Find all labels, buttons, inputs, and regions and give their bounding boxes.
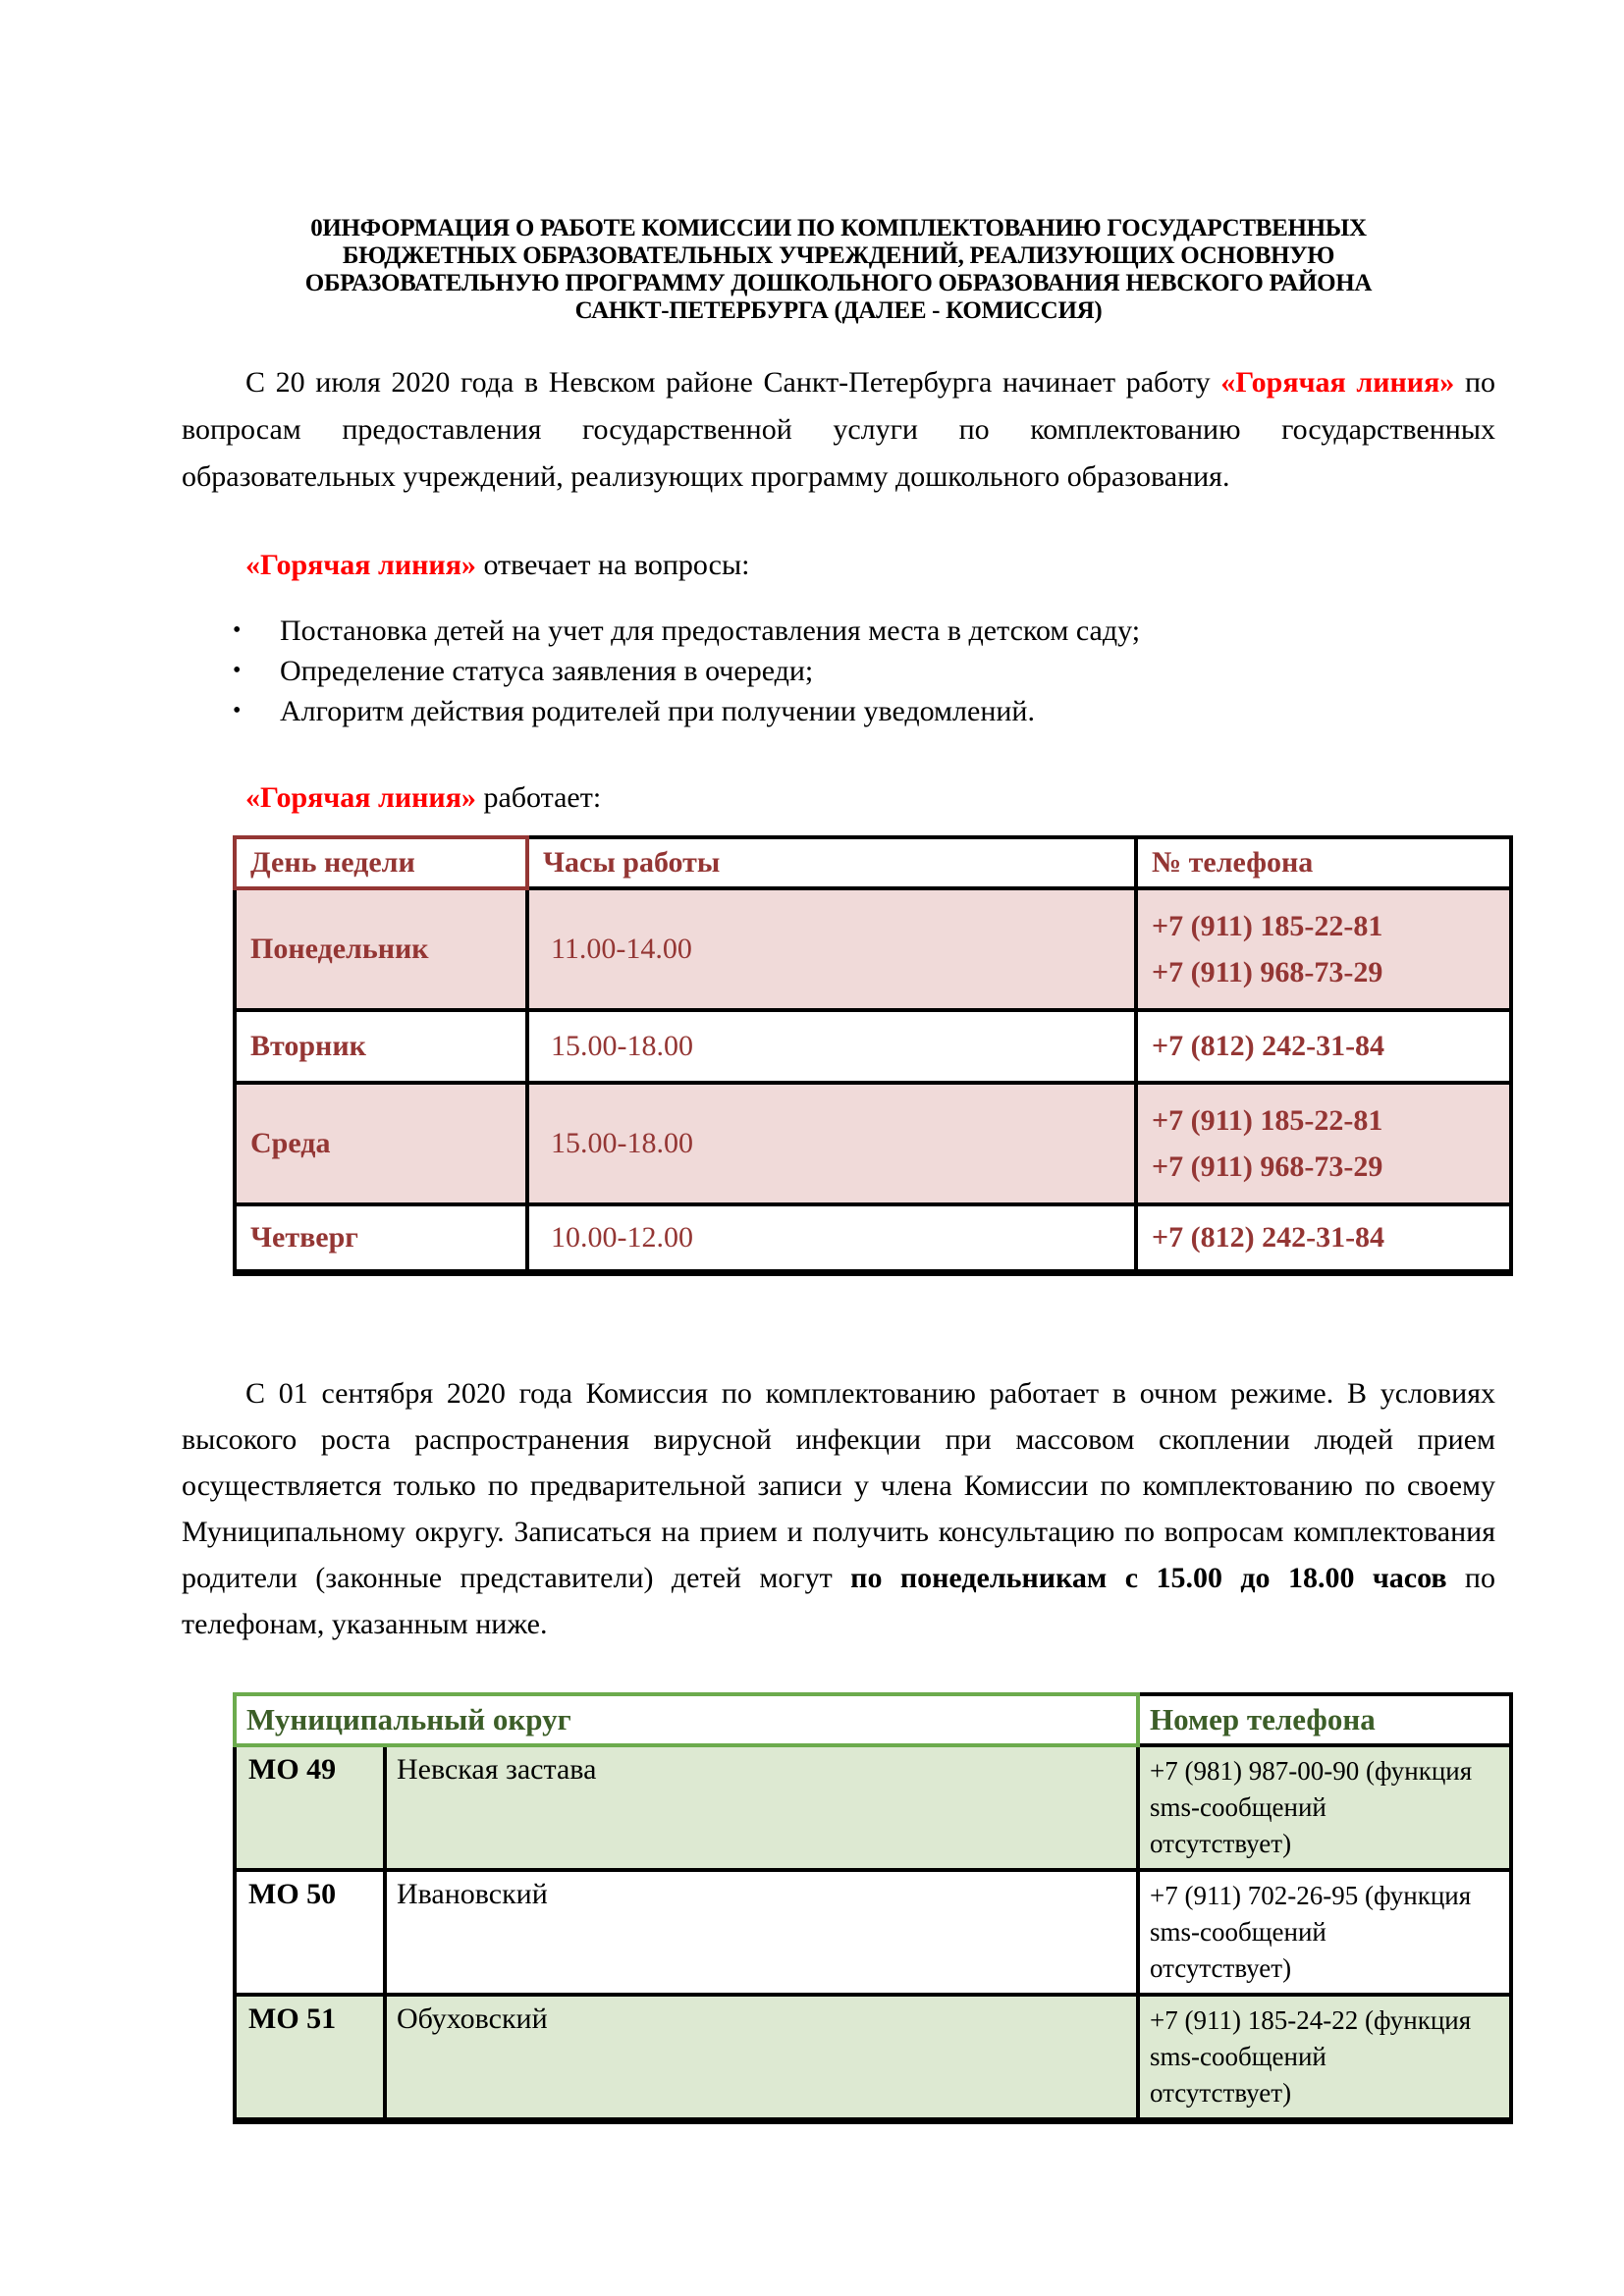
bullet-icon: • (233, 658, 242, 683)
phone-cell (1136, 1083, 1511, 1204)
district-code-cell: МО 49 (235, 1745, 385, 1870)
phone-cell (1138, 1745, 1511, 1870)
table-header-row (235, 837, 1511, 888)
hotline-topics-list (182, 611, 1495, 731)
phone-number: +7 (911) 185-22-81 (1152, 1103, 1383, 1137)
appointment-text-after: по телефонам, указанным ниже. (182, 1562, 1495, 1640)
list-item (182, 651, 1495, 691)
phone-cell (1136, 1010, 1511, 1083)
phone-text-line: +7 (911) 185-24-22 (функция (1150, 2005, 1472, 2035)
phone-cell (1138, 1995, 1511, 2121)
title-line-3: ОБРАЗОВАТЕЛЬНУЮ ПРОГРАММУ ДОШКОЛЬНОГО ОБРАЗОВАНИЯ НЕВСКОГО РАЙОНА (304, 270, 1373, 296)
appointment-paragraph (182, 1370, 1495, 1647)
table-row-tuesday (235, 1010, 1511, 1083)
column-header-phone: Номер телефона (1138, 1694, 1511, 1745)
hours-cell: 11.00-14.00 (527, 888, 1136, 1010)
title-line-1: 0ИНФОРМАЦИЯ О РАБОТЕ КОМИССИИ ПО КОМПЛЕКТОВАНИЮ ГОСУДАРСТВЕННЫХ (310, 215, 1367, 241)
hotline-highlight: «Горячая линия» (245, 781, 476, 814)
phone-text-line: sms-сообщений (1150, 1917, 1326, 1947)
page-title (182, 215, 1495, 325)
list-item (182, 691, 1495, 731)
phone-cell (1138, 1870, 1511, 1995)
phone-text-line: отсутствует) (1150, 1953, 1292, 1983)
table-header-row (235, 1694, 1511, 1745)
list-item-text: Алгоритм действия родителей при получении уведомлений. (280, 695, 1035, 727)
hotline-schedule-heading (182, 778, 1495, 818)
phone-text-line: отсутствует) (1150, 2078, 1292, 2108)
hotline-schedule-table (233, 835, 1513, 1276)
phone-text-line: sms-сообщений (1150, 2042, 1326, 2071)
phone-cell (1136, 888, 1511, 1010)
hotline-highlight: «Горячая линия» (1220, 366, 1455, 399)
phone-number: +7 (911) 185-22-81 (1152, 909, 1383, 942)
hotline-questions-rest: отвечает на вопросы: (475, 549, 750, 581)
appointment-text-before: С 01 сентября 2020 года Комиссия по комплектованию работает в очном режиме. В условиях высокого роста распространения вирусной инфекции при массовом скоплении людей прием осуществляется только по предварительной записи у члена Комиссии по комплектованию по своему Муниципальному округу. Записаться на прием и получить консультацию по вопросам комплектования родители (законные представители) детей могут (182, 1377, 1495, 1594)
phone-text-line: +7 (911) 702-26-95 (функция (1150, 1881, 1472, 1910)
day-cell: Среда (235, 1083, 527, 1204)
title-line-2: БЮДЖЕТНЫХ ОБРАЗОВАТЕЛЬНЫХ УЧРЕЖДЕНИЙ, РЕАЛИЗУЮЩИХ ОСНОВНУЮ (342, 242, 1335, 269)
column-header-district: Муниципальный округ (235, 1694, 1138, 1745)
hours-cell: 15.00-18.00 (527, 1010, 1136, 1083)
table-row-mo49 (235, 1745, 1511, 1870)
column-header-phone: № телефона (1136, 837, 1511, 888)
column-header-day: День недели (235, 837, 527, 888)
hotline-highlight: «Горячая линия» (245, 549, 476, 581)
hotline-questions-heading (182, 546, 1495, 585)
intro-text-after: по вопросам предоставления государственной услуги по комплектованию государственных образовательных учреждений, реализующих программу дошкольного образования. (182, 366, 1496, 493)
phone-number: +7 (812) 242-31-84 (1152, 1030, 1385, 1062)
district-name-cell: Ивановский (385, 1870, 1138, 1995)
hotline-schedule-rest: работает: (475, 781, 602, 814)
table-row-mo51 (235, 1995, 1511, 2121)
district-name-cell: Невская застава (385, 1745, 1138, 1870)
appointment-bold-hours: по понедельникам с 15.00 до 18.00 часов (850, 1562, 1447, 1594)
phone-number: +7 (911) 968-73-29 (1152, 955, 1383, 988)
column-header-hours: Часы работы (527, 837, 1136, 888)
municipal-districts-table (233, 1692, 1513, 2124)
list-item (182, 611, 1495, 651)
phone-text-line: +7 (981) 987-00-90 (функция (1150, 1756, 1473, 1786)
district-name-cell: Обуховский (385, 1995, 1138, 2121)
table-row-monday (235, 888, 1511, 1010)
phone-number: +7 (812) 242-31-84 (1152, 1221, 1385, 1254)
intro-text-before: С 20 июля 2020 года в Невском районе Санкт-Петербурга начинает работу (245, 366, 1221, 399)
phone-text-line: sms-сообщений (1150, 1792, 1326, 1822)
list-item-text: Постановка детей на учет для предоставления места в детском саду; (280, 614, 1141, 647)
day-cell: Понедельник (235, 888, 527, 1010)
bullet-icon: • (233, 698, 242, 723)
table-row-thursday (235, 1204, 1511, 1273)
bullet-icon: • (233, 617, 242, 643)
title-line-4: САНКТ-ПЕТЕРБУРГА (ДАЛЕЕ - КОМИССИЯ) (574, 297, 1103, 324)
day-cell: Четверг (235, 1204, 527, 1273)
phone-text-line: отсутствует) (1150, 1829, 1292, 1858)
district-code-cell: МО 51 (235, 1995, 385, 2121)
list-item-text: Определение статуса заявления в очереди; (280, 655, 814, 687)
district-code-cell: МО 50 (235, 1870, 385, 1995)
hours-cell: 15.00-18.00 (527, 1083, 1136, 1204)
table-row-wednesday (235, 1083, 1511, 1204)
phone-number: +7 (911) 968-73-29 (1152, 1149, 1383, 1183)
hours-cell: 10.00-12.00 (527, 1204, 1136, 1273)
phone-cell (1136, 1204, 1511, 1273)
intro-paragraph (182, 359, 1495, 501)
table-row-mo50 (235, 1870, 1511, 1995)
day-cell: Вторник (235, 1010, 527, 1083)
